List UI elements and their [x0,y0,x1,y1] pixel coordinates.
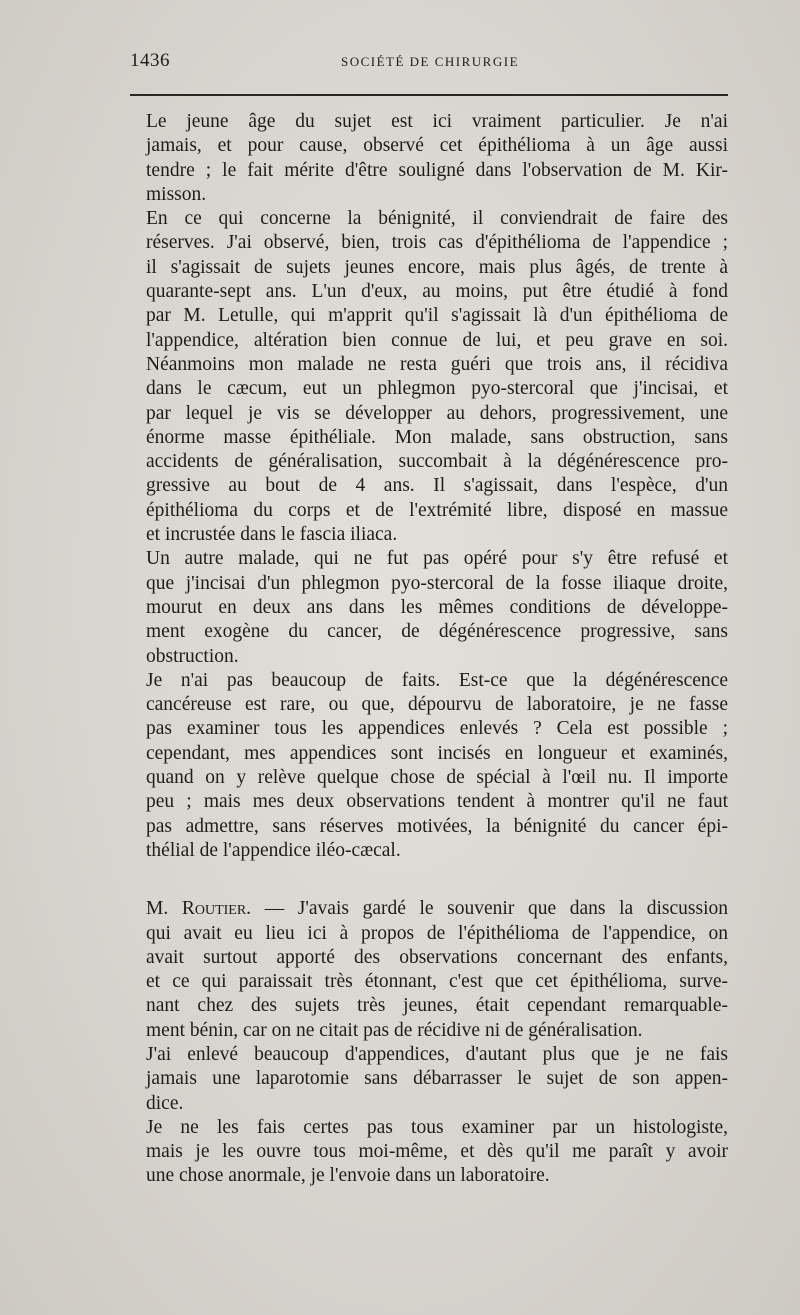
text-line: dice. [146,1092,184,1114]
text-line: l'appendice, altération bien connue de lui, et peu grave en soi. [146,329,728,351]
text-line: pas examiner tous les appendices enlevés ? Cela est possible ; [146,718,728,740]
text-line: pas admettre, sans réserves motivées, la bénignité du cancer épi- [146,815,728,837]
text-line: dans le cæcum, eut un phlegmon pyo-stercoral que j'incisai, et [146,378,728,400]
text-line: thélial de l'appendice iléo-cæcal. [146,839,401,861]
text-line: accidents de généralisation, succombait à la dégénérescence pro- [146,451,728,473]
speaker-prefix: M. [146,898,169,920]
routier-paragraph [116,897,728,1043]
text-line: Je n'ai pas beaucoup de faits. Est-ce que la dégénérescence [146,669,728,691]
paragraph [116,669,728,863]
text-line: qui avait eu lieu ici à propos de l'épithélioma de l'appendice, on [146,922,728,944]
text-line [116,897,728,921]
text-line: Néanmoins mon malade ne resta guéri que trois ans, il récidiva [146,353,728,375]
text-line: par M. Letulle, qui m'apprit qu'il s'agissait là d'un épithélioma de [146,305,728,327]
text-line: J'ai enlevé beaucoup d'appendices, d'autant plus que je ne fais [146,1043,728,1065]
header-rule [130,94,728,96]
paragraph [116,207,728,547]
text-line: quarante-sept ans. L'un d'eux, au moins, put être étudié à fond [146,281,728,303]
body-text [116,110,728,1189]
text-line: et incrustée dans le fascia iliaca. [146,524,398,546]
text-line: nant chez des sujets très jeunes, était cependant remarquable- [146,995,728,1017]
text-line: ment exogène du cancer, de dégénérescence progressive, sans [146,621,728,643]
closing-paragraphs [116,1043,728,1189]
text-line: et ce qui paraissait très étonnant, c'est que cet épithélioma, surve- [146,971,728,993]
text-line: peu ; mais mes deux observations tendent à montrer qu'il ne faut [146,791,728,813]
text-line: En ce qui concerne la bénignité, il conviendrait de faire des [146,208,728,230]
text-line: Un autre malade, qui ne fut pas opéré pour s'y être refusé et [146,548,728,570]
text-line: mais je les ouvre tous moi-même, et dès qu'il me paraît y avoir [146,1141,728,1163]
speech-start: — J'avais gardé le souvenir que dans la discussion [264,898,729,920]
page-header [130,50,730,74]
text-line: réserves. J'ai observé, bien, trois cas d'épithélioma de l'appendice ; [146,232,728,254]
paragraph [116,110,728,207]
text-line: jamais, et pour cause, observé cet épithélioma à un âge aussi [146,135,728,157]
paragraph [116,1116,728,1189]
text-line: épithélioma du corps et de l'extrémité libre, disposé en massue [146,499,728,521]
text-line: Je ne les fais certes pas tous examiner par un histologiste, [146,1116,728,1138]
text-line: mourut en deux ans dans les mêmes conditions de développe- [146,596,728,618]
text-line: il s'agissait de sujets jeunes encore, mais plus âgés, de trente à [146,256,728,278]
text-line: misson. [146,183,207,205]
speaker-name: Routier. [181,898,252,920]
text-line: énorme masse épithéliale. Mon malade, sans obstruction, sans [146,426,728,448]
text-line: une chose anormale, je l'envoie dans un laboratoire. [146,1165,550,1187]
section-gap [116,863,728,897]
text-line: jamais une laparotomie sans débarrasser le sujet de son appen- [146,1068,728,1090]
text-line: tendre ; le fait mérite d'être souligné dans l'observation de M. Kir- [146,159,728,181]
paragraph [116,1043,728,1116]
letulle-discussion [116,110,728,863]
text-line: avait surtout apporté des observations concernant des enfants, [146,946,728,968]
text-line: que j'incisai d'un phlegmon pyo-stercoral de la fosse iliaque droite, [146,572,728,594]
text-line: quand on y relève quelque chose de spécial à l'œil nu. Il importe [146,767,728,789]
page-number: 1436 [130,50,170,71]
text-line: gressive au bout de 4 ans. Il s'agissait, dans l'espèce, d'un [146,475,728,497]
text-line: Le jeune âge du sujet est ici vraiment particulier. Je n'ai [146,111,728,132]
paragraph [116,547,728,668]
text-line: par lequel je vis se développer au dehors, progressivement, une [146,402,728,424]
routier-lines [116,922,728,1043]
text-line: cependant, mes appendices sont incisés en longueur et examinés, [146,742,728,764]
text-line: ment bénin, car on ne citait pas de récidive ni de généralisation. [146,1019,643,1041]
running-head: SOCIÉTÉ DE CHIRURGIE [340,54,520,69]
text-line: cancéreuse est rare, ou que, dépourvu de laboratoire, je ne fasse [146,694,728,716]
text-line: obstruction. [146,645,239,667]
